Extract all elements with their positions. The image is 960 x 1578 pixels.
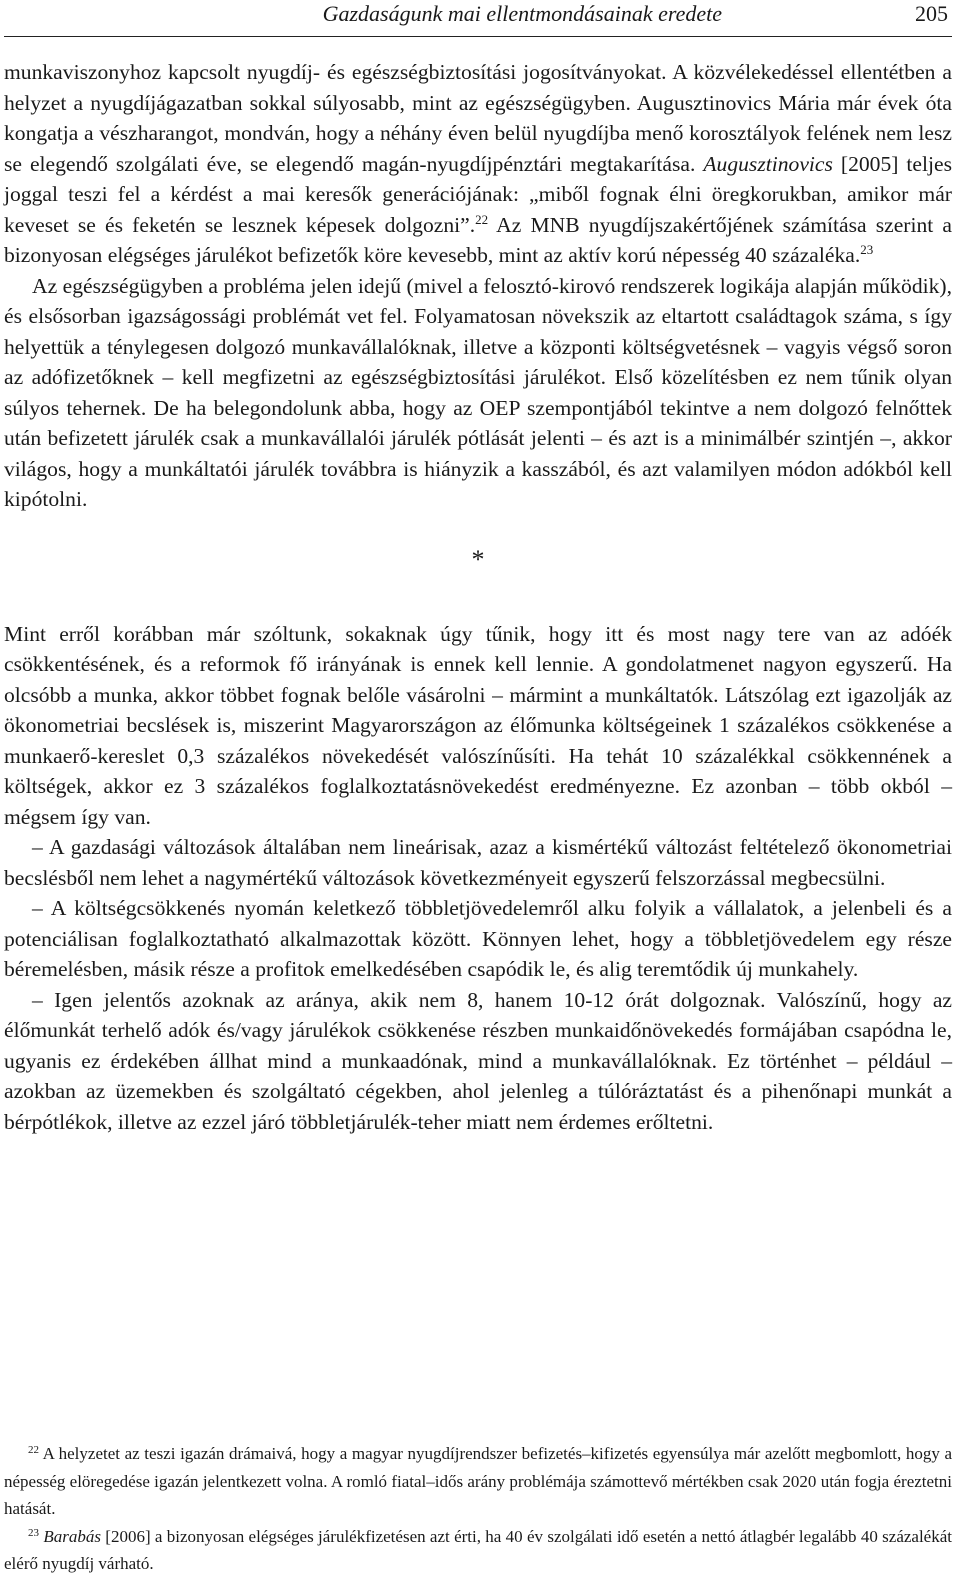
footnote-ref-22[interactable]: 22 [475, 211, 489, 227]
list-item-1: – A gazdasági változások általában nem lineárisak, azaz a kismértékű változást feltételező ökonometriai becslésből nem lehet a nagymértékű változások következményeit egyszerű felszorzással megbecsülni. [4, 835, 952, 890]
footnote-text: [2006] a bizonyosan elégséges járulékfizetésen azt érti, ha 40 év szolgálati idő esetén a nettó átlagbér legalább 40 százalékát elérő nyugdíj várható. [4, 1526, 952, 1573]
list-item-3: – Igen jelentős azoknak az aránya, akik nem 8, hanem 10-12 órát dolgoznak. Valószínű, hogy az élőmunkát terhelő adók és/vagy járulékok csökkenése részben munkaidőnövekedés formájában csapódna le, ugyanis ez érdekében állhat mind a munkaadónak, mind a munkavállalóknak. Ez történhet – például – azokban az üzemekben és szolgáltató cégekben, ahol jelenleg a túlóráztatást és a pihenőnapi munkát a bérpótlékok, illetve az ezzel járó többletjárulék-teher miatt nem érdemes erőltetni. [4, 987, 952, 1134]
paragraph-1 [4, 57, 952, 271]
footnote-22 [4, 1440, 952, 1523]
page-number: 205 [915, 1, 948, 26]
footnote-text: A helyzetet az teszi igazán drámaivá, hogy a magyar nyugdíjrendszer befizetés–kifizetés egyensúlya már azelőtt megbomlott, hogy a népesség elöregedése igazán jelentkezett volna. A romló fiatal–idős arány problémája számottevő mértékben csak 2020 után fogja éreztetni hatását. [4, 1444, 952, 1518]
author-name: Barabás [43, 1526, 101, 1546]
paragraph-text: Az MNB nyugdíjszakértőjének számítása szerint a bizonyosan elégséges járulékot befizetők köre kevesebb, mint az aktív korú népesség 40 százaléka. [4, 212, 953, 267]
running-header [4, 0, 952, 37]
author-name: Augusztinovics [703, 151, 833, 176]
paragraph-text: [2005] teljes joggal teszi fel a kérdést a mai keresők generációjának: „miből fognak élni öregkorukban, amikor már keveset se és feketén se lesznek képesek dolgozni”. [4, 151, 952, 237]
footnote-ref-23[interactable]: 23 [860, 242, 874, 257]
footnote-number: 22 [28, 1444, 39, 1456]
footnotes [4, 1440, 952, 1578]
footnote-number: 23 [28, 1526, 39, 1539]
paragraph-2: Az egészségügyben a probléma jelen idejű (mivel a felosztó-kirovó rendszerek logikája alapján működik), és elsősorban igazságossági problémát vet fel. Folyamatosan növekszik az eltartott családtagok száma, s így helyettük a ténylegesen dolgozó munkavállalóknak, illetve a központi költségvetésnek – vagyis végső soron az adófizetőknek – kell megfizetni az egészségbiztosítási járulékot. Első közelítésben ez nem tűnik olyan súlyos tehernek. De ha belegondolunk abba, hogy az OEP szempontjából tekintve a nem dolgozó felnőttek után befizetett járulék csak a munkavállalói járulék pótlását jelenti – és azt is a minimálbér szintjén –, akkor világos, hogy a munkáltatói járulék továbbra is hiányzik a kasszából, és azt valamilyen módon adókból kell kipótolni. [4, 273, 952, 511]
footnote-23 [4, 1523, 952, 1578]
paragraph-3: Mint erről korábban már szóltunk, sokaknak úgy tűnik, hogy itt és most nagy tere van az adóék csökkentésének, és a reformok fő irányának is ennek kell lennie. A gondolatmenet nagyon egyszerű. Ha olcsóbb a munka, akkor többet fognak belőle vásárolni – mármint a munkáltatók. Látszólag ezt igazolják az ökonometriai becslések is, miszerint Magyarországon az élőmunka költségeinek 1 százalékos csökkenése a munkaerő-kereslet 0,3 százalékos növekedését valószínűsíti. Ha tehát 10 százalékkal csökkennének a költségek, akkor ez 3 százalékos foglalkoztatásnövekedést eredményezne. Ez azonban – több okból – mégsem így van. [4, 621, 952, 829]
list-item-2: – A költségcsökkenés nyomán keletkező többletjövedelemről alku folyik a vállalatok, a jelenbeli és a potenciálisan foglalkoztatható alkalmazottak között. Könnyen lehet, hogy a többletjövedelem egy része béremelésben, másik része a profitok emelkedésében csapódik le, és alig teremtődik új munkahely. [4, 896, 952, 981]
body-text [4, 57, 952, 1137]
running-title: Gazdaságunk mai ellentmondásainak eredete [322, 1, 722, 26]
section-separator: * [471, 544, 485, 574]
paragraph-text: munkaviszonyhoz kapcsolt nyugdíj- és egészségbiztosítási jogosítványokat. A közvélekedéssel ellentétben a helyzet a nyugdíjágazatban sokkal súlyosabb, mint az egészségügyben. Augusztinovics Mária már évek óta kongatja a vészharangot, mondván, hogy a néhány éven belül nyugdíjba menő korosztályok felének nem lesz se elegendő szolgálati éve, se elegendő magán-nyugdíjpénztári megtakarítása. [4, 60, 952, 176]
